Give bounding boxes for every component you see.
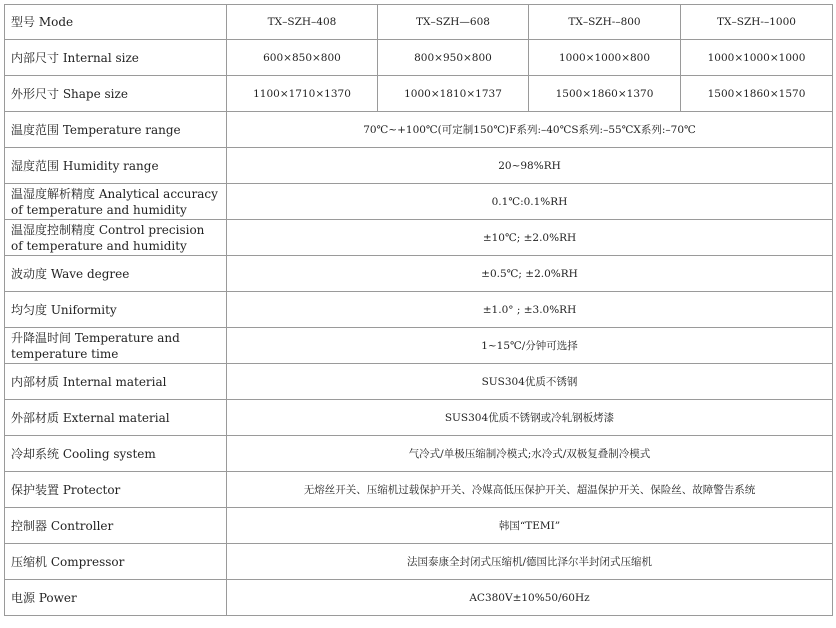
table-row [5,40,833,76]
table-row [5,472,833,508]
cell-value: 800×950×800 [378,40,529,76]
row-label: 温湿度控制精度 Control precision of temperature and humidity [5,220,227,256]
model-name: TX–SZH-–1000 [681,5,833,40]
row-label: 电源 Power [5,580,227,616]
table-row [5,580,833,616]
row-label: 温度范围 Temperature range [5,112,227,148]
cell-value: 1500×1860×1570 [681,76,833,112]
cell-value: 1000×1000×800 [529,40,681,76]
cell-value: ±0.5℃; ±2.0%RH [227,256,833,292]
cell-value: AC380V±10%50/60Hz [227,580,833,616]
cell-value: 20~98%RH [227,148,833,184]
row-label: 温湿度解析精度 Analytical accuracy of temperature and humidity [5,184,227,220]
row-label: 均匀度 Uniformity [5,292,227,328]
model-name: TX–SZH–408 [227,5,378,40]
header-row [5,5,833,40]
row-label: 外部材质 External material [5,400,227,436]
row-label: 波动度 Wave degree [5,256,227,292]
row-label: 内部尺寸 Internal size [5,40,227,76]
table-row [5,400,833,436]
table-row [5,544,833,580]
header-label: 型号 Mode [5,5,227,40]
row-label: 压缩机 Compressor [5,544,227,580]
table-row [5,292,833,328]
row-label: 内部材质 Internal material [5,364,227,400]
cell-value: 1000×1000×1000 [681,40,833,76]
row-label: 外形尺寸 Shape size [5,76,227,112]
cell-value: 0.1℃:0.1%RH [227,184,833,220]
cell-value: 1~15℃/分钟可选择 [227,328,833,364]
table-row [5,184,833,220]
table-row [5,508,833,544]
row-label: 控制器 Controller [5,508,227,544]
cell-value: 600×850×800 [227,40,378,76]
row-label: 冷却系统 Cooling system [5,436,227,472]
cell-value: 1000×1810×1737 [378,76,529,112]
cell-value: 1500×1860×1370 [529,76,681,112]
cell-value: 1100×1710×1370 [227,76,378,112]
model-name: TX–SZH—608 [378,5,529,40]
table-row [5,364,833,400]
table-row [5,256,833,292]
cell-value: 70℃~+100℃(可定制150℃)F系列:–40℃S系列:–55℃X系列:–70℃ [227,112,833,148]
table-row [5,328,833,364]
table-row [5,148,833,184]
row-label: 湿度范围 Humidity range [5,148,227,184]
cell-value: ±1.0° ; ±3.0%RH [227,292,833,328]
cell-value: ±10℃; ±2.0%RH [227,220,833,256]
model-name: TX–SZH-–800 [529,5,681,40]
spec-table [4,4,833,616]
cell-value: SUS304优质不锈钢 [227,364,833,400]
table-row [5,112,833,148]
cell-value: 无熔丝开关、压缩机过载保护开关、冷媒高低压保护开关、超温保护开关、保险丝、故障警告系统 [227,472,833,508]
cell-value: 法国泰康全封闭式压缩机/德国比泽尔半封闭式压缩机 [227,544,833,580]
cell-value: SUS304优质不锈钢或冷轧钢板烤漆 [227,400,833,436]
table-row [5,220,833,256]
cell-value: 韩国“TEMI” [227,508,833,544]
row-label: 保护装置 Protector [5,472,227,508]
table-row [5,76,833,112]
row-label: 升降温时间 Temperature and temperature time [5,328,227,364]
table-row [5,436,833,472]
cell-value: 气冷式/单极压缩制冷模式;水冷式/双极复叠制冷模式 [227,436,833,472]
